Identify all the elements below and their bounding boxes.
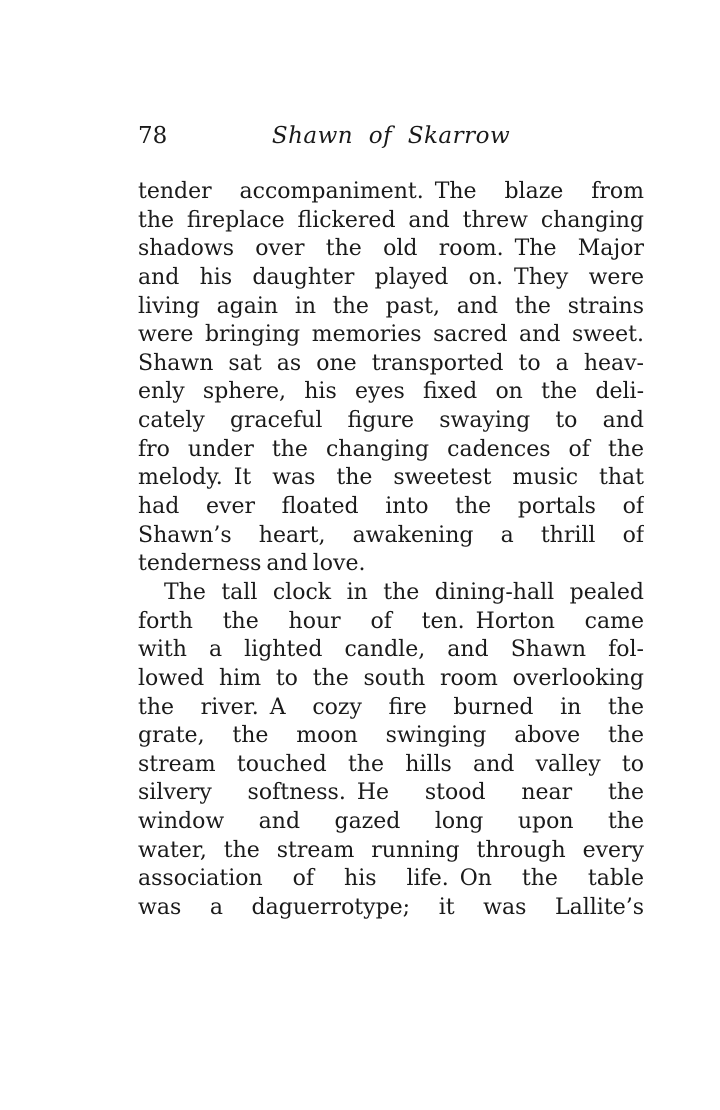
running-title: Shawn of Skarrow <box>271 123 511 149</box>
text-line: forth the hour of ten. Horton came <box>138 608 644 634</box>
text-line: lowed him to the south room overlooking <box>138 665 644 691</box>
text-line: water, the stream running through every <box>138 837 644 863</box>
page-number: 78 <box>138 123 168 149</box>
text-line: tender accompaniment. The blaze from <box>138 179 644 204</box>
text-line: window and gazed long upon the <box>138 809 644 835</box>
text-line: the river. A cozy fire burned in the <box>138 694 644 720</box>
text-line: and his daughter played on. They were <box>138 264 644 290</box>
text-line: Shawn sat as one transported to a heav- <box>138 350 644 376</box>
text-line: were bringing memories sacred and sweet. <box>138 322 644 348</box>
text-line: stream touched the hills and valley to <box>138 751 644 777</box>
text-line: association of his life. On the table <box>138 866 644 892</box>
text-line-paragraph-end: tenderness and love. <box>138 551 366 577</box>
text-line: with a lighted candle, and Shawn fol- <box>138 637 644 663</box>
text-line: the fireplace flickered and threw changing <box>138 207 644 233</box>
page-body <box>138 178 644 923</box>
text-line: enly sphere, his eyes fixed on the deli- <box>138 379 644 405</box>
text-line: melody. It was the sweetest music that <box>138 465 644 491</box>
text-line: Shawn’s heart, awakening a thrill of <box>138 522 644 548</box>
text-line: fro under the changing cadences of the <box>138 436 644 462</box>
text-line: had ever floated into the portals of <box>138 494 644 520</box>
text-line: silvery softness. He stood near the <box>138 780 644 806</box>
page-header <box>138 121 644 151</box>
text-line-paragraph-start: The tall clock in the dining-hall pealed <box>164 579 644 605</box>
text-line: cately graceful figure swaying to and <box>138 408 644 434</box>
text-line: living again in the past, and the strains <box>138 293 644 319</box>
text-line: grate, the moon swinging above the <box>138 723 644 749</box>
text-line: was a daguerrotype; it was Lallite’s <box>138 895 644 921</box>
text-line: shadows over the old room. The Major <box>138 236 644 262</box>
